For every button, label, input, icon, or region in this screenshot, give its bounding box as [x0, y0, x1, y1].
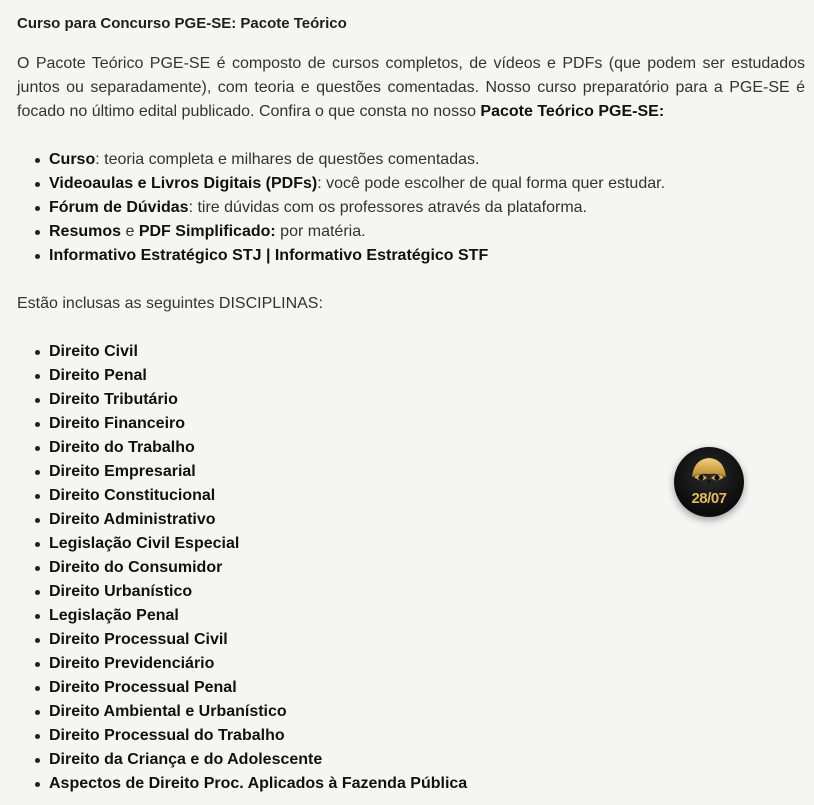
disciplina-label: Direito Processual Penal	[49, 679, 237, 696]
disciplina-item	[17, 748, 805, 772]
article	[17, 0, 805, 796]
disciplina-item	[17, 676, 805, 700]
disciplinas-list	[17, 340, 805, 796]
disciplina-item	[17, 652, 805, 676]
disciplina-item	[17, 340, 805, 364]
disciplina-label: Direito Penal	[49, 367, 147, 384]
disciplina-item	[17, 604, 805, 628]
feature-item	[17, 220, 805, 244]
disciplina-item	[17, 532, 805, 556]
disciplina-label: Direito Ambiental e Urbanístico	[49, 703, 287, 720]
promo-badge-button[interactable]	[674, 447, 744, 517]
feature-title: Fórum de Dúvidas	[49, 199, 189, 216]
feature-title: Videoaulas e Livros Digitais (PDFs)	[49, 175, 318, 192]
disciplina-label: Direito Urbanístico	[49, 583, 193, 600]
disciplina-item	[17, 364, 805, 388]
disciplina-item	[17, 700, 805, 724]
disciplina-label: Legislação Civil Especial	[49, 535, 240, 552]
disciplina-label: Direito Financeiro	[49, 415, 186, 432]
intro-text: O Pacote Teórico PGE-SE é composto de cursos completos, de vídeos e PDFs (que podem ser estudados juntos ou separadamente), com teoria e questões comentadas. Nosso curso preparatório para a PGE-SE é focado no último edital publicado. Confira o que consta no nosso	[17, 55, 805, 120]
feature-desc: : você pode escolher de qual forma quer estudar.	[317, 175, 666, 192]
disciplina-label: Legislação Penal	[49, 607, 179, 624]
disciplina-label: Direito da Criança e do Adolescente	[49, 751, 323, 768]
feature-item	[17, 196, 805, 220]
disciplina-label: Direito Processual Civil	[49, 631, 228, 648]
intro-paragraph	[17, 52, 805, 124]
page-heading: Curso para Concurso PGE-SE: Pacote Teórico	[17, 15, 347, 32]
feature-title: Resumos	[49, 223, 122, 240]
disciplina-label: Direito Processual do Trabalho	[49, 727, 285, 744]
disciplina-label: Direito do Trabalho	[49, 439, 195, 456]
disciplina-label: Direito Tributário	[49, 391, 178, 408]
feature-item	[17, 244, 805, 268]
feature-desc: por matéria.	[275, 223, 366, 240]
disciplina-label: Direito do Consumidor	[49, 559, 223, 576]
disciplinas-intro: Estão inclusas as seguintes DISCIPLINAS:	[17, 295, 323, 312]
disciplina-item	[17, 772, 805, 796]
badge-date: 28/07	[691, 490, 727, 507]
disciplina-label: Direito Constitucional	[49, 487, 216, 504]
intro-bold: Pacote Teórico PGE-SE:	[480, 103, 665, 120]
disciplina-label: Direito Administrativo	[49, 511, 216, 528]
disciplina-item	[17, 412, 805, 436]
feature-desc: : teoria completa e milhares de questões comentadas.	[95, 151, 480, 168]
feature-connector: e	[121, 223, 139, 240]
disciplina-item	[17, 628, 805, 652]
disciplina-label: Direito Empresarial	[49, 463, 196, 480]
feature-title: Curso	[49, 151, 96, 168]
disciplina-item	[17, 556, 805, 580]
disciplina-label: Aspectos de Direito Proc. Aplicados à Fazenda Pública	[49, 775, 468, 792]
disciplina-item	[17, 388, 805, 412]
feature-list	[17, 148, 805, 268]
disciplina-item	[17, 580, 805, 604]
feature-item	[17, 172, 805, 196]
feature-title-2: PDF Simplificado:	[138, 223, 276, 240]
disciplina-label: Direito Civil	[49, 343, 138, 360]
feature-title: Informativo Estratégico STJ | Informativo Estratégico STF	[49, 247, 489, 264]
disciplina-label: Direito Previdenciário	[49, 655, 215, 672]
disciplina-item	[17, 724, 805, 748]
feature-item	[17, 148, 805, 172]
feature-desc: : tire dúvidas com os professores através da plataforma.	[188, 199, 587, 216]
